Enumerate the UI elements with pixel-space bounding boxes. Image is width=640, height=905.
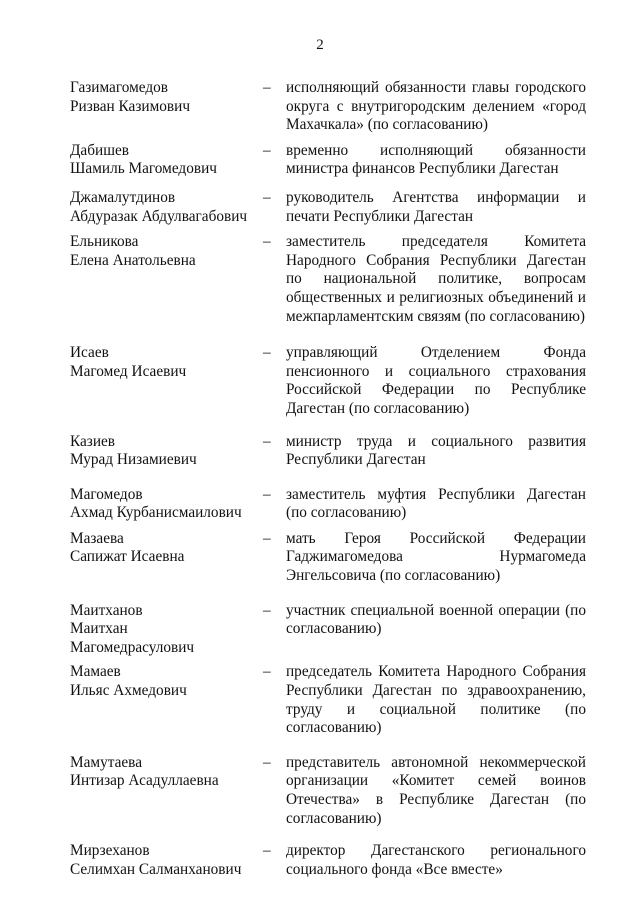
member-role: руководитель Агентства информации и печати Республики Дагестан xyxy=(286,188,586,225)
list-item xyxy=(70,602,586,658)
dash-separator: – xyxy=(263,233,271,251)
dash-separator: – xyxy=(263,485,271,503)
member-surname: Исаев xyxy=(70,344,109,362)
member-role: министр труда и социального развития Республики Дагестан xyxy=(286,432,586,469)
list-item xyxy=(70,189,586,226)
member-name xyxy=(70,344,260,381)
list-item xyxy=(70,486,586,523)
member-name xyxy=(70,842,260,879)
member-given-name: Маитхан xyxy=(70,620,128,638)
member-given-name: Ильяс Ахмедович xyxy=(70,682,187,700)
member-role: участник специальной военной операции (по согласованию) xyxy=(286,601,586,638)
member-given-name: Шамиль Магомедович xyxy=(70,160,217,178)
member-patronymic: Магомедрасулович xyxy=(70,638,195,656)
member-given-name: Селимхан Салманханович xyxy=(70,860,242,878)
member-surname: Мазаева xyxy=(70,529,124,547)
member-surname: Мирзеханов xyxy=(70,842,150,860)
member-surname: Ельникова xyxy=(70,233,139,251)
list-item xyxy=(70,433,586,470)
dash-separator: – xyxy=(263,141,271,159)
dash-separator: – xyxy=(263,753,271,771)
member-surname: Джамалутдинов xyxy=(70,188,176,206)
member-list xyxy=(70,79,586,879)
member-role: мать Героя Российской Федерации Гаджимагомедова Нурмагомеда Энгельсовича (по согласованию) xyxy=(286,529,586,585)
member-surname: Газимагомедов xyxy=(70,79,169,96)
member-given-name: Ризван Казимович xyxy=(70,97,191,115)
member-role: управляющий Отделением Фонда пенсионного и социального страхования Российской Федерации по Республике Дагестан (по согласованию) xyxy=(286,344,586,417)
list-item xyxy=(70,530,586,586)
member-role: временно исполняющий обязанности министра финансов Республики Дагестан xyxy=(286,141,586,178)
member-role: заместитель председателя Комитета Народного Собрания Республики Дагестан по национальной политике, вопросам общественных и религиозных объединений и межпарламентским связям (по согласованию) xyxy=(286,233,586,325)
member-given-name: Магомед Исаевич xyxy=(70,362,187,380)
list-item xyxy=(70,842,586,879)
member-given-name: Ахмад Курбанисмаилович xyxy=(70,504,242,522)
list-item xyxy=(70,79,586,135)
member-name xyxy=(70,530,260,567)
page-number: 2 xyxy=(316,37,324,53)
dash-separator: – xyxy=(263,432,271,450)
member-role: представитель автономной некоммерческой организации «Комитет семей воинов Отечества» в Республике Дагестан (по согласованию) xyxy=(286,753,586,827)
member-name xyxy=(70,433,260,470)
dash-separator: – xyxy=(263,344,271,362)
member-role: заместитель муфтия Республики Дагестан (по согласованию) xyxy=(286,485,586,522)
list-item xyxy=(70,233,586,326)
member-name xyxy=(70,486,260,523)
member-surname: Маитханов xyxy=(70,601,143,619)
member-given-name: Сапижат Исаевна xyxy=(70,548,185,566)
dash-separator: – xyxy=(263,79,271,96)
dash-separator: – xyxy=(263,663,271,681)
member-surname: Дабишев xyxy=(70,141,129,159)
member-name xyxy=(70,602,260,658)
member-name xyxy=(70,79,260,116)
member-given-name: Мурад Низамиевич xyxy=(70,451,197,469)
list-item xyxy=(70,754,586,828)
member-role: исполняющий обязанности главы городского округа с внутригородским делением «город Махачкала» (по согласованию) xyxy=(286,79,586,134)
member-role: председатель Комитета Народного Собрания Республики Дагестан по здравоохранению, труду и социальной политике (по согласованию) xyxy=(286,663,586,737)
member-given-name: Интизар Асадуллаевна xyxy=(70,772,219,790)
member-surname: Мамаев xyxy=(70,663,121,681)
member-surname: Казиев xyxy=(70,432,116,450)
dash-separator: – xyxy=(263,529,271,547)
member-given-name: Абдуразак Абдулвагабович xyxy=(70,207,248,225)
member-name xyxy=(70,663,260,700)
member-surname: Магомедов xyxy=(70,485,143,503)
dash-separator: – xyxy=(263,842,271,860)
dash-separator: – xyxy=(263,601,271,619)
member-name xyxy=(70,233,260,270)
member-given-name: Елена Анатольевна xyxy=(70,251,196,269)
list-item xyxy=(70,663,586,737)
member-name xyxy=(70,142,260,179)
list-item xyxy=(70,142,586,179)
dash-separator: – xyxy=(263,188,271,206)
member-surname: Мамутаева xyxy=(70,753,142,771)
list-item xyxy=(70,344,586,418)
member-role: директор Дагестанского регионального социального фонда «Все вместе» xyxy=(286,842,586,878)
member-name xyxy=(70,189,260,226)
member-name xyxy=(70,754,260,791)
